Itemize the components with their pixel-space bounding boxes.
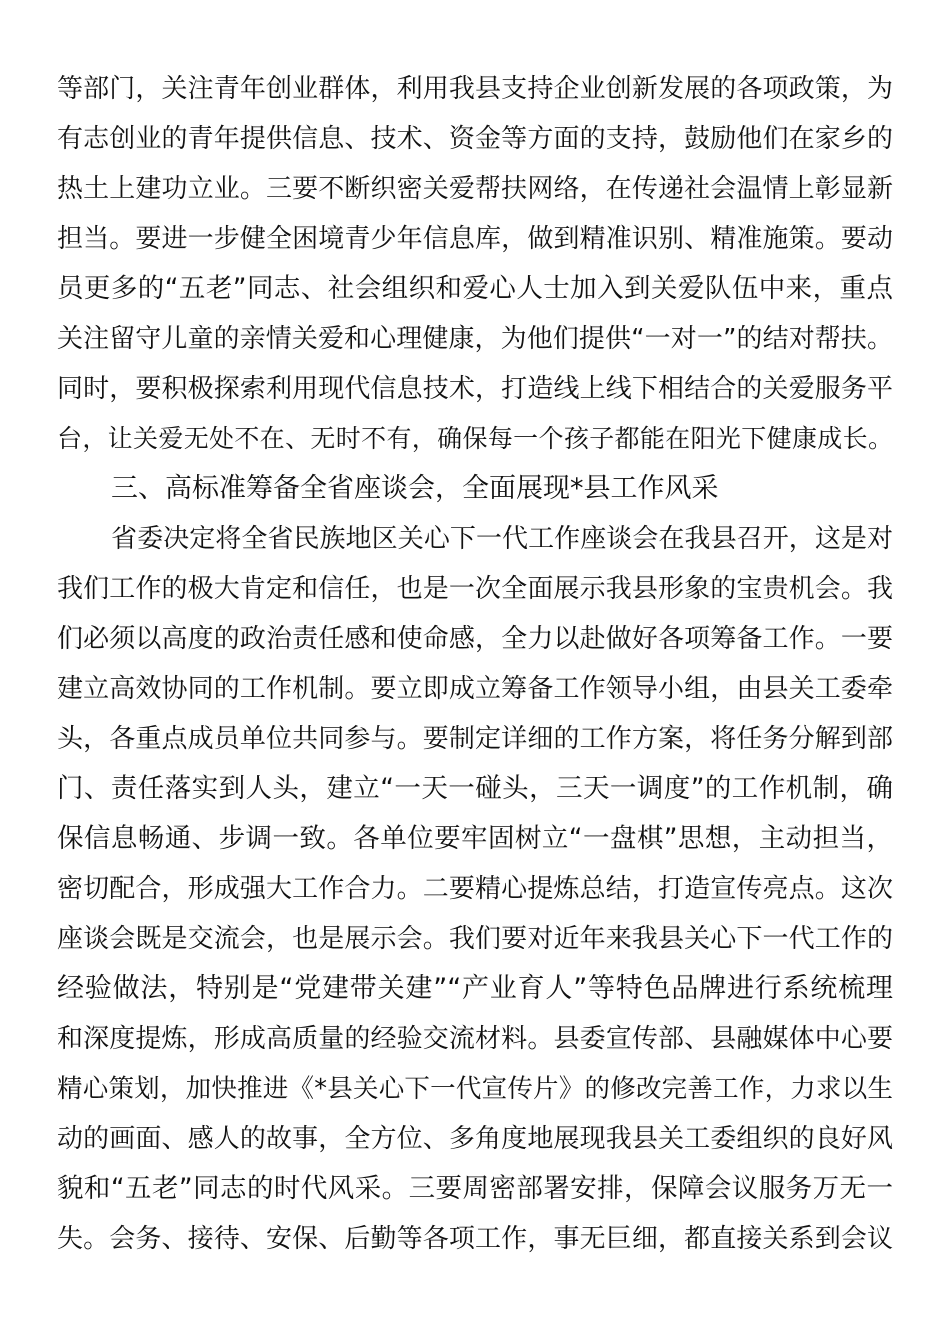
section-heading: 三、高标准筹备全省座谈会，全面展现*县工作风采 (111, 473, 719, 504)
text-line: 员更多的“五老”同志、社会组织和爱心人士加入到关爱队伍中来，重点 (57, 273, 893, 304)
text-line: 貌和“五老”同志的时代风采。三要周密部署安排，保障会议服务万无一 (57, 1173, 893, 1204)
text-line: 我们工作的极大肯定和信任，也是一次全面展示我县形象的宝贵机会。我 (57, 574, 893, 604)
text-line: 和深度提炼，形成高质量的经验交流材料。县委宣传部、县融媒体中心要 (57, 1024, 893, 1054)
text-line: 头，各重点成员单位共同参与。要制定详细的工作方案，将任务分解到部 (57, 724, 893, 754)
text-line: 密切配合，形成强大工作合力。二要精心提炼总结，打造宣传亮点。这次 (57, 874, 893, 904)
text-line: 等部门，关注青年创业群体，利用我县支持企业创新发展的各项政策，为 (57, 74, 893, 104)
text-line: 担当。要进一步健全困境青少年信息库，做到精准识别、精准施策。要动 (57, 224, 893, 254)
text-line: 经验做法，特别是“党建带关建”“产业育人”等特色品牌进行系统梳理 (57, 973, 893, 1004)
text-line: 们必须以高度的政治责任感和使命感，全力以赴做好各项筹备工作。一要 (57, 624, 893, 654)
text-line: 关注留守儿童的亲情关爱和心理健康，为他们提供“一对一”的结对帮扶。 (57, 324, 893, 354)
text-line: 失。会务、接待、安保、后勤等各项工作，事无巨细，都直接关系到会议 (57, 1224, 893, 1254)
text-line: 台，让关爱无处不在、无时不有，确保每一个孩子都能在阳光下健康成长。 (57, 424, 893, 453)
text-line: 建立高效协同的工作机制。要立即成立筹备工作领导小组，由县关工委牵 (57, 674, 893, 704)
text-line: 同时，要积极探索利用现代信息技术，打造线上线下相结合的关爱服务平 (57, 374, 893, 404)
text-line: 座谈会既是交流会，也是展示会。我们要对近年来我县关心下一代工作的 (57, 924, 893, 954)
text-line: 保信息畅通、步调一致。各单位要牢固树立“一盘棋”思想，主动担当， (57, 823, 893, 854)
text-line: 热土上建功立业。三要不断织密关爱帮扶网络，在传递社会温情上彰显新 (57, 174, 893, 204)
text-line: 有志创业的青年提供信息、技术、资金等方面的支持，鼓励他们在家乡的 (57, 124, 893, 154)
text-line: 门、责任落实到人头，建立“一天一碰头，三天一调度”的工作机制，确 (57, 773, 893, 804)
text-line: 动的画面、感人的故事，全方位、多角度地展现我县关工委组织的良好风 (57, 1124, 893, 1154)
text-line: 精心策划，加快推进《*县关心下一代宣传片》的修改完善工作，力求以生 (57, 1074, 893, 1104)
text-line: 省委决定将全省民族地区关心下一代工作座谈会在我县召开，这是对 (111, 524, 893, 554)
